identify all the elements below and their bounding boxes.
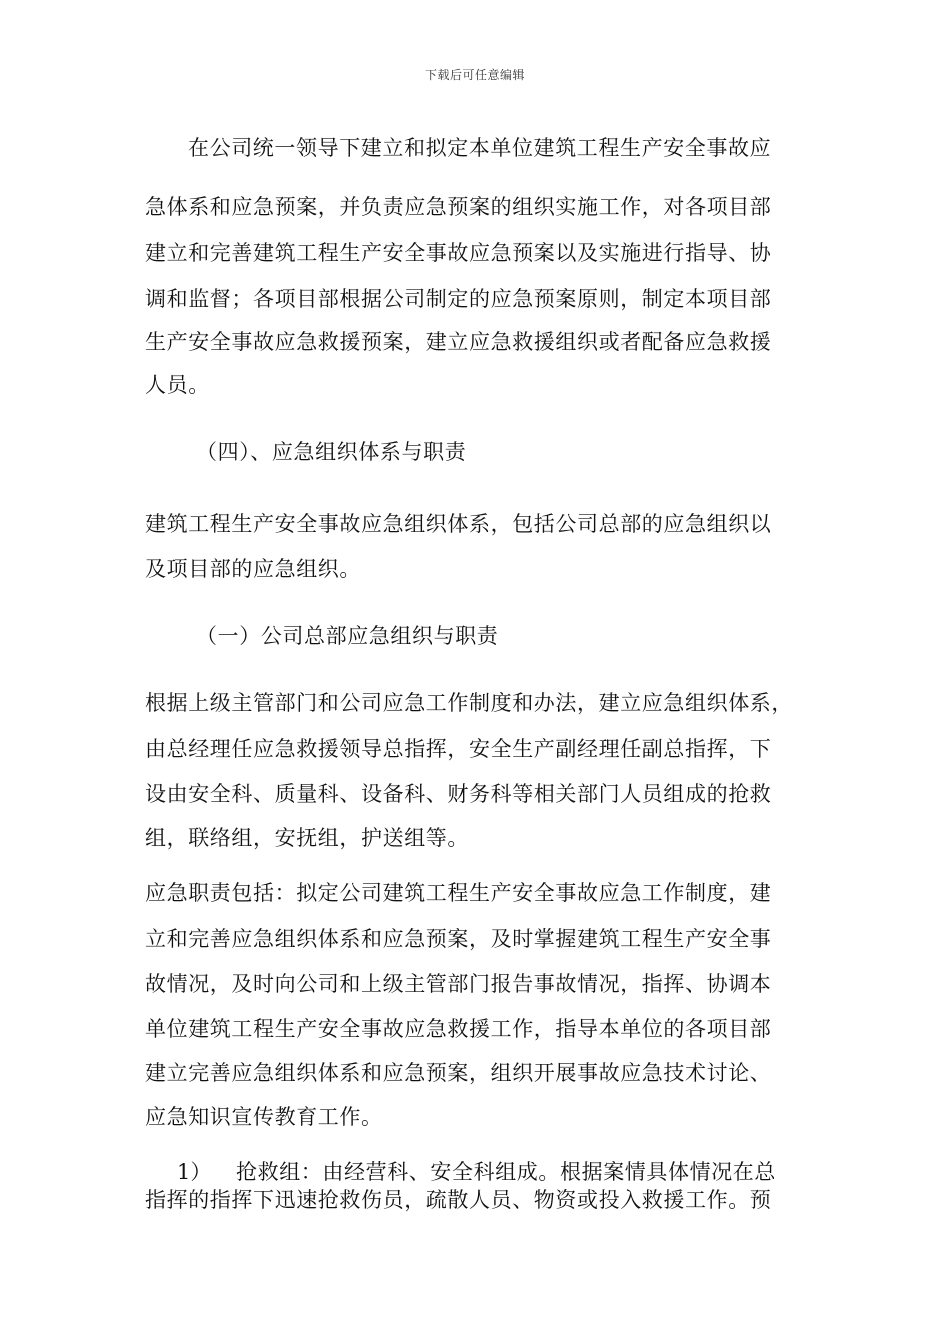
- paragraph-line: 在公司统一领导下建立和拟定本单位建筑工程生产安全事故应: [188, 136, 772, 160]
- paragraph-line: 立和完善应急组织体系和应急预案，及时掌握建筑工程生产安全事: [145, 927, 772, 951]
- item-line: 指挥的指挥下迅速抢救伤员，疏散人员、物资或投入救援工作。预: [145, 1188, 772, 1212]
- section-heading: （一）公司总部应急组织与职责: [196, 624, 499, 648]
- paragraph-line: 建立和完善建筑工程生产安全事故应急预案以及实施进行指导、协: [145, 241, 772, 265]
- paragraph-line: 及项目部的应急组织。: [145, 557, 361, 581]
- section-heading: （四）、应急组织体系与职责: [196, 440, 467, 464]
- paragraph-line: 应急职责包括：拟定公司建筑工程生产安全事故应急工作制度，建: [145, 881, 772, 905]
- paragraph-line: 单位建筑工程生产安全事故应急救援工作，指导本单位的各项目部: [145, 1017, 772, 1041]
- paragraph-line: 设由安全科、质量科、设备科、财务科等相关部门人员组成的抢救: [145, 782, 772, 806]
- page-header: 下载后可任意编辑: [424, 68, 525, 82]
- paragraph-line: 根据上级主管部门和公司应急工作制度和办法，建立应急组织体系，: [145, 691, 793, 715]
- paragraph-line: 生产安全事故应急救援预案，建立应急救援组织或者配备应急救援: [145, 330, 772, 354]
- paragraph-line: 组，联络组，安抚组，护送组等。: [145, 826, 469, 850]
- paragraph-line: 急体系和应急预案，并负责应急预案的组织实施工作，对各项目部: [145, 195, 772, 219]
- paragraph-line: 故情况，及时向公司和上级主管部门报告事故情况，指挥、协调本: [145, 972, 772, 996]
- paragraph-line: 调和监督；各项目部根据公司制定的应急预案原则，制定本项目部: [145, 287, 772, 311]
- paragraph-line: 应急知识宣传教育工作。: [145, 1105, 383, 1129]
- paragraph-line: 人员。: [145, 373, 210, 397]
- item-number: 1）: [177, 1160, 212, 1184]
- paragraph-line: 建筑工程生产安全事故应急组织体系，包括公司总部的应急组织以: [145, 512, 772, 536]
- item-line: 抢救组：由经营科、安全科组成。根据案情具体情况在总: [236, 1160, 776, 1184]
- paragraph-line: 由总经理任应急救援领导总指挥，安全生产副经理任副总指挥，下: [145, 737, 772, 761]
- paragraph-line: 建立完善应急组织体系和应急预案，组织开展事故应急技术讨论、: [145, 1061, 772, 1085]
